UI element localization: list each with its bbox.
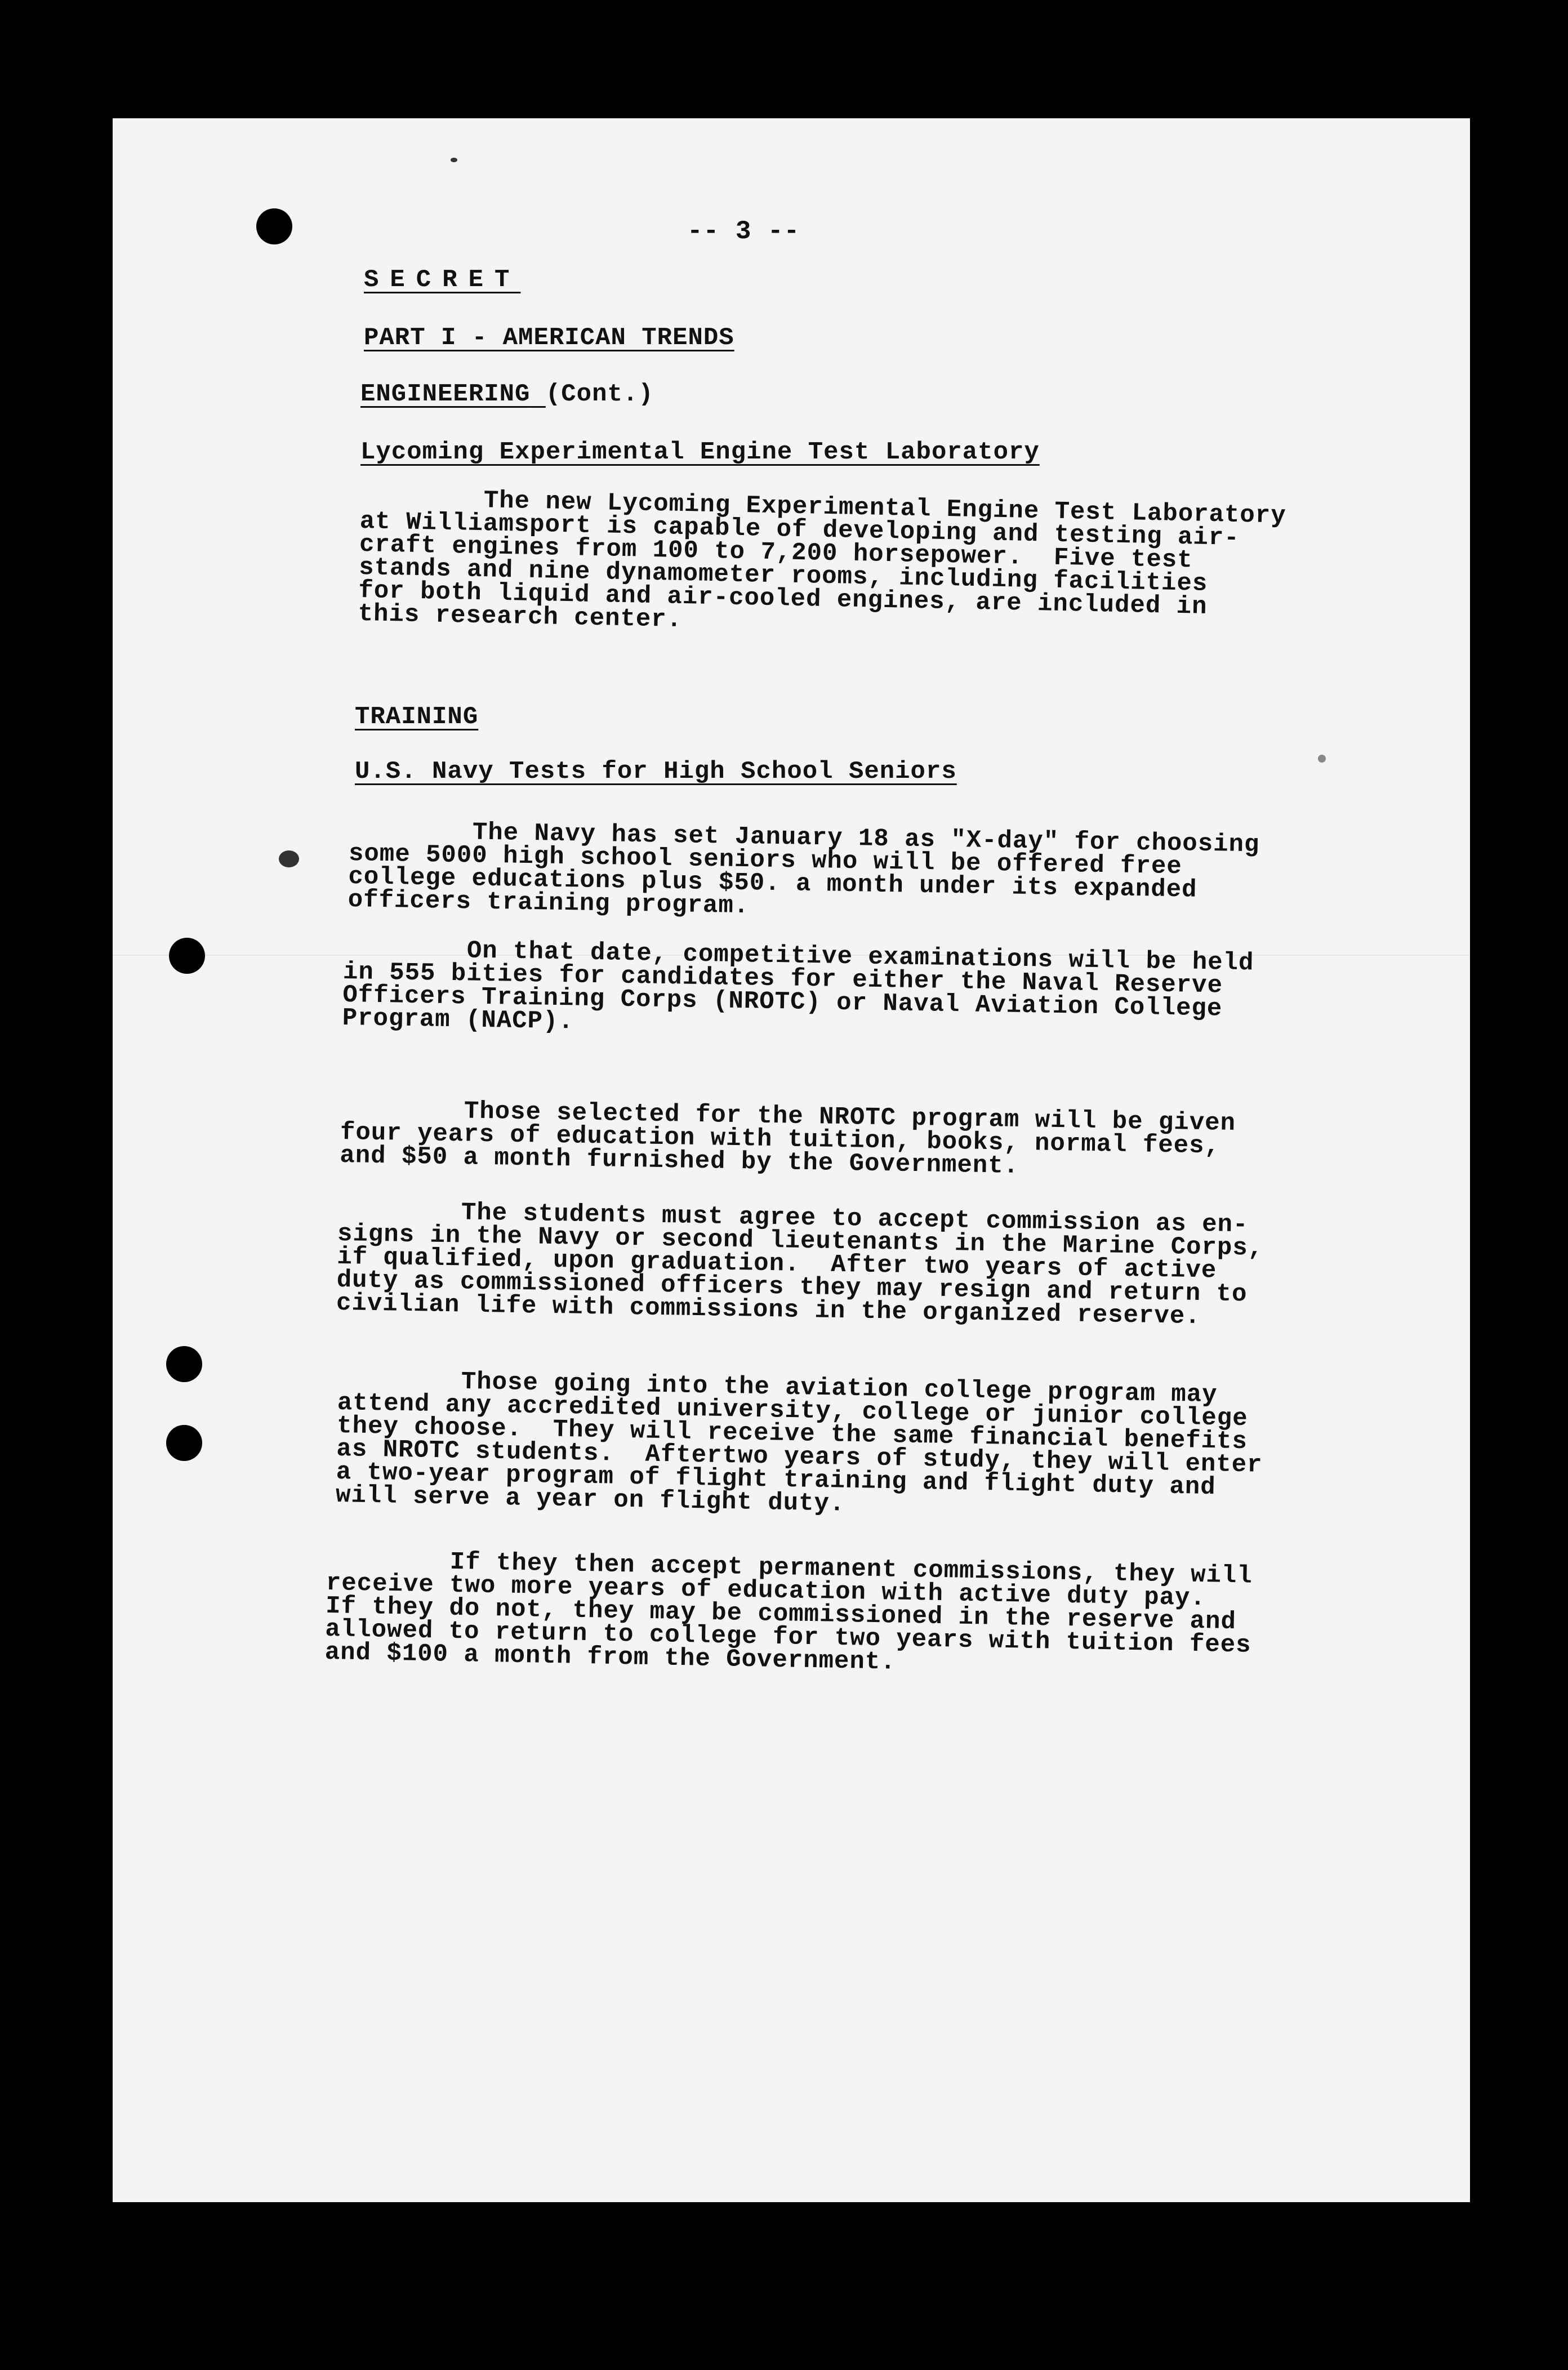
punch-hole (166, 1346, 202, 1382)
lycoming-paragraph: The new Lycoming Experimental Engine Test Laboratory at Williamsport is capable of developing and testing air- craft engines from 100 to 7,200 horsepower. Five test stands and nine dynamometer rooms, including facilities for both liquid and air-cooled engines, are included in this research center. (358, 484, 1287, 635)
classification-heading: SECRET (364, 266, 521, 294)
navy-paragraph-2: On that date, competitive examinations will be held in 555 bities for candidates for either the Naval Reserve Officers Training Corps (NROTC) or Naval Aviation College Program (NACP). (342, 935, 1254, 1036)
training-heading: TRAINING (355, 703, 479, 731)
navy-paragraph-4: The students must agree to accept commission as en- signs in the Navy or second lieutenants in the Marine Corps, if qualified, upon graduation. After two years of active duty as commissioned officers they may resign and return to civilian life with commissions in the organized reserve. (336, 1197, 1264, 1331)
navy-paragraph-6: If they then accept permanent commissions, they will receive two more years of education with active duty pay. If they do not, they may be commissioned in the reserve and allowed to return to college for two years with tuition fees and $100 a month from the Government. (324, 1546, 1253, 1677)
navy-paragraph-1: The Navy has set January 18 as "X-day" for choosing some 5000 high school seniors who will be offered free college educations plus $50. a month under its expanded officers training program. (348, 817, 1260, 921)
ink-blot (279, 850, 299, 867)
document-page (113, 118, 1470, 2202)
punch-hole (256, 208, 292, 244)
ink-speck (451, 158, 457, 162)
navy-paragraph-5: Those going into the aviation college program may attend any accredited university, college or junior college they choose. They will receive the same financial benefits as NROTC students. Aftertwo years of study, they will enter a two-year program of flight training and flight duty and will serve a year on flight duty. (335, 1366, 1263, 1518)
page-number: -- 3 -- (687, 217, 800, 246)
ink-speck (1318, 755, 1326, 763)
punch-hole (166, 1425, 202, 1461)
navy-tests-heading: U.S. Navy Tests for High School Seniors (355, 758, 957, 786)
part-heading: PART I - AMERICAN TRENDS (364, 324, 734, 352)
lycoming-heading: Lycoming Experimental Engine Test Laboratory (360, 438, 1040, 466)
engineering-title: ENGINEERING (360, 380, 531, 408)
engineering-cont: (Cont.) (545, 380, 654, 408)
navy-paragraph-3: Those selected for the NROTC program will be given four years of education with tuition, books, normal fees, and $50 a month furnished by the Government. (340, 1095, 1236, 1180)
engineering-heading (360, 380, 654, 408)
punch-hole (169, 938, 205, 974)
